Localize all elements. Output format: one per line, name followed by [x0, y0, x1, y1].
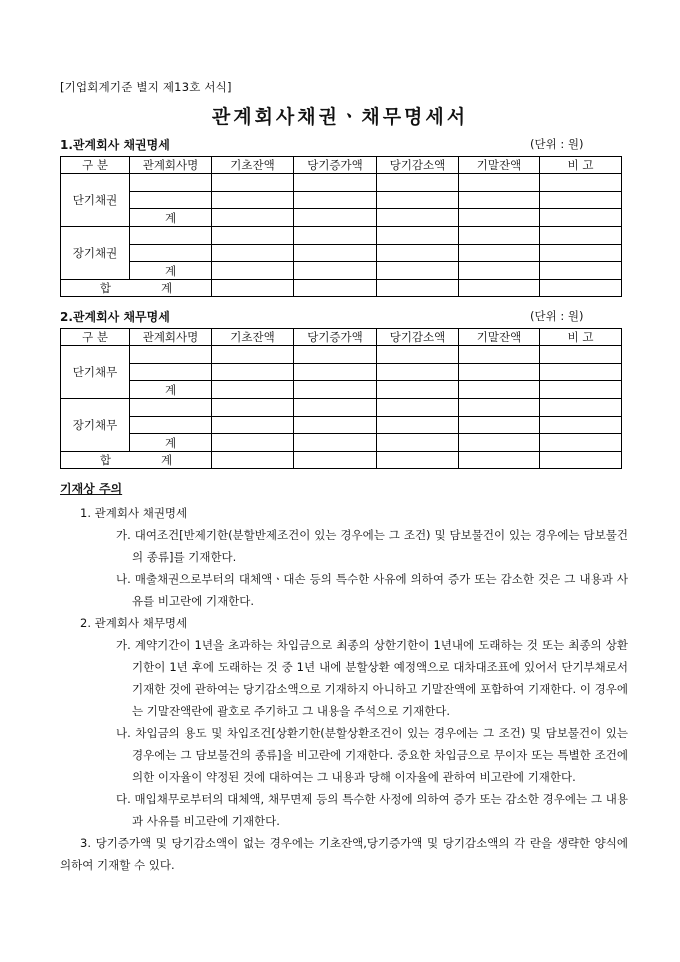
- input-cell[interactable]: [459, 452, 540, 469]
- input-cell[interactable]: [212, 191, 294, 209]
- input-cell[interactable]: [294, 363, 377, 381]
- input-cell[interactable]: [212, 262, 294, 280]
- input-cell[interactable]: [540, 227, 622, 245]
- input-cell[interactable]: [294, 244, 377, 262]
- input-cell[interactable]: [540, 452, 622, 469]
- subtotal-row: [61, 209, 622, 227]
- col-header-increase: 당기증가액: [294, 329, 377, 346]
- subtotal-label: 계: [130, 434, 212, 452]
- input-cell[interactable]: [377, 416, 459, 434]
- input-cell[interactable]: [212, 416, 294, 434]
- input-cell[interactable]: [377, 399, 459, 417]
- input-cell[interactable]: [294, 452, 377, 469]
- table-row: [61, 416, 622, 434]
- input-cell[interactable]: [540, 209, 622, 227]
- input-cell[interactable]: [377, 434, 459, 452]
- input-cell[interactable]: [212, 399, 294, 417]
- input-cell[interactable]: [377, 346, 459, 364]
- input-cell[interactable]: [377, 227, 459, 245]
- table-row: [61, 399, 622, 417]
- col-header-category: 구 분: [61, 157, 130, 174]
- grand-total-row: [61, 452, 622, 469]
- subtotal-label: 계: [130, 209, 212, 227]
- input-cell[interactable]: [294, 434, 377, 452]
- input-cell[interactable]: [130, 399, 212, 417]
- input-cell[interactable]: [459, 209, 540, 227]
- grand-total-label-left: 합: [99, 453, 111, 467]
- col-header-opening-balance: 기초잔액: [212, 329, 294, 346]
- col-header-decrease: 당기감소액: [377, 157, 459, 174]
- input-cell[interactable]: [294, 174, 377, 192]
- input-cell[interactable]: [130, 191, 212, 209]
- group-label-long-term-receivables: 장기채권: [61, 227, 130, 280]
- input-cell[interactable]: [459, 280, 540, 297]
- input-cell[interactable]: [130, 416, 212, 434]
- input-cell[interactable]: [377, 363, 459, 381]
- input-cell[interactable]: [212, 174, 294, 192]
- payables-table: [60, 328, 622, 469]
- input-cell[interactable]: [294, 381, 377, 399]
- input-cell[interactable]: [540, 363, 622, 381]
- col-header-closing-balance: 기말잔액: [459, 157, 540, 174]
- col-header-closing-balance: 기말잔액: [459, 329, 540, 346]
- instruction-item-1: 1. 관계회사 채권명세: [80, 506, 188, 520]
- instruction-item-2b: 나. 차입금의 용도 및 차입조건[상환기한(분할상환조건이 있는 경우에는 그 조건) 및 담보물건이 있는 경우에는 그 담보물건의 종류]을 비고란에 기재한다. 중요한 차입금으로 무이자 또는 특별한 조건에 의한 이자율이 약정된 것에 대하여는 그 내용과 당해 이자율에 관하여 비고란에 기재한다.: [116, 726, 628, 784]
- grand-total-label: [61, 452, 212, 469]
- form-number-tag: [기업회계기준 별지 제13호 서식]: [60, 80, 232, 94]
- input-cell[interactable]: [459, 346, 540, 364]
- table-row: [61, 346, 622, 364]
- input-cell[interactable]: [540, 346, 622, 364]
- input-cell[interactable]: [459, 244, 540, 262]
- input-cell[interactable]: [459, 399, 540, 417]
- input-cell[interactable]: [377, 174, 459, 192]
- input-cell[interactable]: [294, 209, 377, 227]
- input-cell[interactable]: [130, 244, 212, 262]
- input-cell[interactable]: [212, 227, 294, 245]
- table-row: [61, 227, 622, 245]
- input-cell[interactable]: [294, 262, 377, 280]
- document-title: 관계회사채권ㆍ채무명세서: [211, 106, 469, 128]
- instruction-item-2a: 가. 계약기간이 1년을 초과하는 차입금으로 최종의 상한기한이 1년내에 도래하는 것 또는 최종의 상환기한이 1년 후에 도래하는 것 중 1년 내에 분할상환 예정액으로 대차대조표에 있어서 단기부채로서 기재한 것에 관하여는 당기감소액으로 기재하지 아니하고 기말잔액에 포함하여 기재한다. 이 경우에는 기말잔액란에 괄호로 주기하고 그 내용을 주석으로 기재한다.: [116, 638, 628, 718]
- input-cell[interactable]: [212, 381, 294, 399]
- col-header-increase: 당기증가액: [294, 157, 377, 174]
- subtotal-row: [61, 381, 622, 399]
- input-cell[interactable]: [294, 399, 377, 417]
- input-cell[interactable]: [212, 209, 294, 227]
- input-cell[interactable]: [459, 174, 540, 192]
- input-cell[interactable]: [459, 416, 540, 434]
- col-header-category: 구 분: [61, 329, 130, 346]
- instruction-item-2: 2. 관계회사 채무명세: [80, 616, 188, 630]
- input-cell[interactable]: [540, 399, 622, 417]
- input-cell[interactable]: [377, 280, 459, 297]
- payables-section-heading: 2.관계회사 채무명세: [60, 310, 170, 324]
- input-cell[interactable]: [459, 191, 540, 209]
- input-cell[interactable]: [294, 227, 377, 245]
- instructions-title: 기재상 주의: [60, 482, 123, 496]
- input-cell[interactable]: [212, 244, 294, 262]
- table-header-row: [61, 157, 622, 174]
- input-cell[interactable]: [540, 174, 622, 192]
- input-cell[interactable]: [377, 381, 459, 399]
- grand-total-label-right: 계: [161, 281, 173, 295]
- instruction-item-1b: 나. 매출채권으로부터의 대체액ㆍ대손 등의 특수한 사유에 의하여 증가 또는 감소한 것은 그 내용과 사유를 비고란에 기재한다.: [116, 572, 628, 608]
- col-header-remarks: 비 고: [540, 329, 622, 346]
- subtotal-label: 계: [130, 262, 212, 280]
- input-cell[interactable]: [459, 381, 540, 399]
- col-header-company: 관계회사명: [130, 157, 212, 174]
- col-header-decrease: 당기감소액: [377, 329, 459, 346]
- input-cell[interactable]: [294, 346, 377, 364]
- instructions-section: [60, 480, 628, 876]
- grand-total-label-right: 계: [161, 453, 173, 467]
- table-row: [61, 174, 622, 192]
- table-row: [61, 363, 622, 381]
- input-cell[interactable]: [130, 346, 212, 364]
- input-cell[interactable]: [377, 244, 459, 262]
- input-cell[interactable]: [540, 262, 622, 280]
- input-cell[interactable]: [459, 434, 540, 452]
- receivables-unit-label: (단위 : 원): [530, 137, 584, 151]
- instruction-item-1a: 가. 대여조건[반제기한(분할반제조건이 있는 경우에는 그 조건) 및 담보물건이 있는 경우에는 담보물건의 종류]를 기재한다.: [116, 528, 628, 564]
- input-cell[interactable]: [212, 346, 294, 364]
- group-label-short-term-payables: 단기채무: [61, 346, 130, 399]
- grand-total-label-left: 합: [99, 281, 111, 295]
- input-cell[interactable]: [540, 434, 622, 452]
- col-header-opening-balance: 기초잔액: [212, 157, 294, 174]
- grand-total-row: [61, 280, 622, 297]
- input-cell[interactable]: [540, 280, 622, 297]
- input-cell[interactable]: [212, 363, 294, 381]
- table-header-row: [61, 329, 622, 346]
- input-cell[interactable]: [459, 262, 540, 280]
- input-cell[interactable]: [130, 227, 212, 245]
- table-row: [61, 191, 622, 209]
- receivables-section-heading: 1.관계회사 채권명세: [60, 138, 170, 152]
- input-cell[interactable]: [294, 416, 377, 434]
- input-cell[interactable]: [540, 191, 622, 209]
- instruction-item-2c: 다. 매입채무로부터의 대체액, 채무면제 등의 특수한 사정에 의하여 증가 또는 감소한 경우에는 그 내용과 사유를 비고란에 기재한다.: [116, 792, 628, 828]
- input-cell[interactable]: [377, 191, 459, 209]
- subtotal-row: [61, 262, 622, 280]
- input-cell[interactable]: [212, 434, 294, 452]
- grand-total-label: [61, 280, 212, 297]
- subtotal-label: 계: [130, 381, 212, 399]
- group-label-long-term-payables: 장기채무: [61, 399, 130, 452]
- input-cell[interactable]: [459, 363, 540, 381]
- table-row: [61, 244, 622, 262]
- subtotal-row: [61, 434, 622, 452]
- input-cell[interactable]: [540, 381, 622, 399]
- payables-unit-label: (단위 : 원): [530, 309, 584, 323]
- col-header-remarks: 비 고: [540, 157, 622, 174]
- input-cell[interactable]: [377, 262, 459, 280]
- input-cell[interactable]: [130, 174, 212, 192]
- input-cell[interactable]: [540, 416, 622, 434]
- input-cell[interactable]: [540, 244, 622, 262]
- group-label-short-term-receivables: 단기채권: [61, 174, 130, 227]
- input-cell[interactable]: [377, 209, 459, 227]
- input-cell[interactable]: [130, 363, 212, 381]
- receivables-table: [60, 156, 622, 297]
- input-cell[interactable]: [294, 191, 377, 209]
- input-cell[interactable]: [212, 280, 294, 297]
- col-header-company: 관계회사명: [130, 329, 212, 346]
- input-cell[interactable]: [459, 227, 540, 245]
- input-cell[interactable]: [377, 452, 459, 469]
- instruction-item-3: 3. 당기증가액 및 당기감소액이 없는 경우에는 기초잔액,당기증가액 및 당기감소액의 각 란을 생략한 양식에 의하여 기재할 수 있다.: [60, 836, 628, 872]
- input-cell[interactable]: [212, 452, 294, 469]
- input-cell[interactable]: [294, 280, 377, 297]
